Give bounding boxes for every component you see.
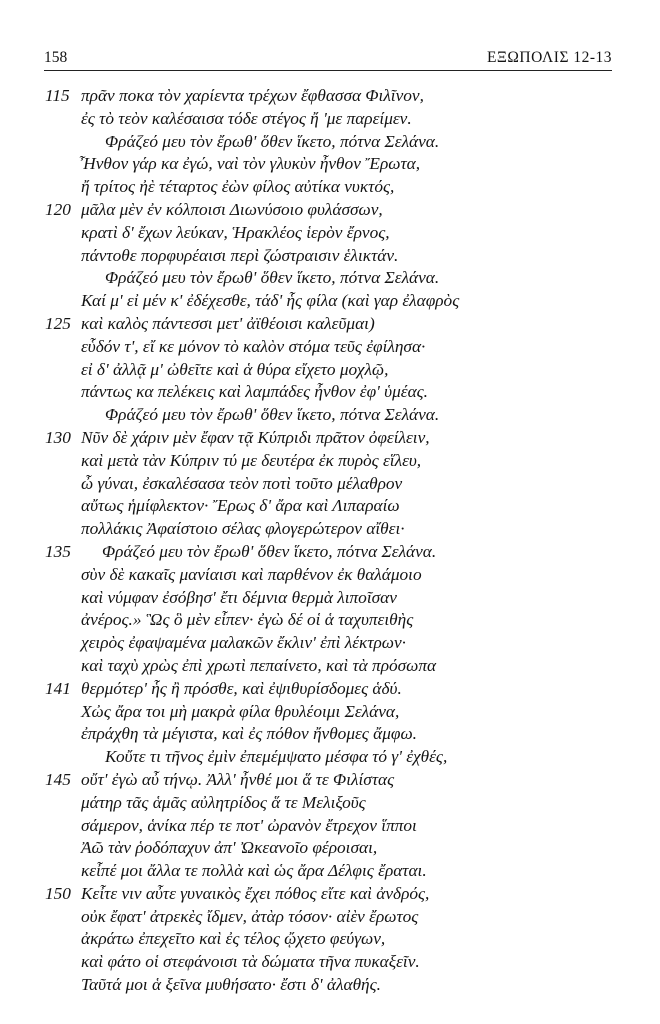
- verse-line: [0, 404, 660, 427]
- verse-line: [0, 381, 660, 404]
- line-number: 125: [45, 313, 71, 333]
- verse-text-line: αὔτως ἡμίφλεκτον· Ἔρως δ' ἄρα καὶ Λιπαραίω: [81, 496, 400, 516]
- verse-text-line: Χὠς ἄρα τοι μὴ μακρὰ φίλα θρυλέοιμι Σελάνα,: [81, 701, 400, 721]
- verse-line: [0, 860, 660, 883]
- verse-line: [0, 974, 660, 997]
- verse-line: [0, 85, 660, 108]
- verse-text-line: πάντοθε πορφυρέαισι περὶ ζώστραισιν ἑλικτάν.: [81, 245, 399, 265]
- verse-line: [0, 473, 660, 496]
- verse-text-line: Κεἶτε νιν αὖτε γυναικὸς ἔχει πόθος εἴτε καὶ ἀνδρός,: [81, 883, 430, 903]
- verse-line: [0, 928, 660, 951]
- verse-line: [0, 632, 660, 655]
- verse-line: [0, 245, 660, 268]
- verse-text-line: Κοὔτε τι τῆνος ἐμὶν ἐπεμέμψατο μέσφα τό γ' ἐχθές,: [105, 747, 448, 767]
- verse-text-line: πολλάκις Ἀφαίστοιο σέλας φλογερώτερον αἴθει·: [81, 519, 405, 539]
- verse-text-line: Ἀῶ τὰν ῥοδόπαχυν ἀπ' Ὠκεανοῖο φέροισαι,: [81, 838, 378, 858]
- verse-line: [0, 951, 660, 974]
- verse-text-line: Φράζεό μευ τὸν ἔρωθ' ὅθεν ἵκετο, πότνα Σελάνα.: [102, 541, 437, 561]
- verse-text-line: Ἦνθον γάρ κα ἐγώ, ναὶ τὸν γλυκὺν ἦνθον Ἔρωτα,: [79, 154, 421, 174]
- verse-text-line: πρᾶν ποκα τὸν χαρίεντα τρέχων ἔφθασσα Φιλῖνον,: [81, 86, 424, 105]
- verse-text-line: μάτηρ τᾶς ἁμᾶς αὐλητρίδος ἅ τε Μελιξοῦς: [81, 792, 366, 812]
- verse-line: [0, 564, 660, 587]
- verse-text-line: σάμερον, ἁνίκα πέρ τε ποτ' ὠρανὸν ἔτρεχον ἵπποι: [81, 815, 417, 835]
- verse-text-line: σὺν δὲ κακαῖς μανίαισι καὶ παρθένον ἐκ θαλάμοιο: [81, 564, 422, 584]
- verse-text: [0, 85, 660, 997]
- verse-line: [0, 769, 660, 792]
- line-number: 150: [45, 883, 71, 903]
- verse-line: [0, 176, 660, 199]
- verse-text-line: ὦ γύναι, ἐσκαλέσασα τεὸν ποτὶ τοῦτο μέλαθρον: [81, 473, 403, 493]
- verse-line: [0, 450, 660, 473]
- verse-line: [0, 290, 660, 313]
- verse-text-line: Καί μ' εἰ μέν κ' ἐδέχεσθε, τάδ' ἧς φίλα (καὶ γαρ ἐλαφρὸς: [81, 291, 460, 311]
- verse-text-line: καὶ καλὸς πάντεσσι μετ' ἀϊθέοισι καλεῦμαι): [81, 313, 375, 333]
- verse-line: [0, 906, 660, 929]
- verse-text-line: χειρὸς ἐφαψαμένα μαλακῶν ἔκλιν' ἐπὶ λέκτρων·: [81, 633, 406, 653]
- verse-text-line: ἀνέρος.» Ὣς ὃ μὲν εἶπεν· ἐγὼ δέ οἱ ἁ ταχυπειθὴς: [81, 610, 414, 630]
- line-number: 141: [45, 678, 71, 698]
- verse-line: [0, 678, 660, 701]
- verse-text-line: ἐπράχθη τὰ μέγιστα, καὶ ἐς πόθον ἤνθομες ἄμφω.: [81, 724, 417, 744]
- verse-line: [0, 518, 660, 541]
- verse-line: [0, 199, 660, 222]
- verse-text-line: οὐκ ἔφατ' ἀτρεκὲς ἴδμεν, ἀτὰρ τόσον· αἰὲν ἔρωτος: [81, 906, 419, 926]
- verse-text-line: καὶ νύμφαν ἐσόβησ' ἔτι δέμνια θερμὰ λιποῖσαν: [81, 587, 397, 607]
- verse-text-line: Νῦν δὲ χάριν μὲν ἔφαν τᾷ Κύπριδι πρᾶτον ὀφείλειν,: [81, 427, 430, 447]
- page-header: [44, 46, 612, 71]
- verse-line: [0, 108, 660, 131]
- verse-line: [0, 792, 660, 815]
- verse-text-line: Φράζεό μευ τὸν ἔρωθ' ὅθεν ἵκετο, πότνα Σελάνα.: [105, 405, 440, 425]
- verse-text-line: ἀκράτω ἐπεχεῖτο καὶ ἐς τέλος ᾤχετο φεύγων,: [81, 929, 386, 949]
- verse-line: [0, 131, 660, 154]
- verse-line: [0, 267, 660, 290]
- line-number: 145: [45, 769, 71, 789]
- verse-line: [0, 723, 660, 746]
- page-number: 158: [44, 49, 68, 66]
- verse-text-line: εἰ δ' ἀλλᾷ μ' ὠθεῖτε καὶ ἁ θύρα εἴχετο μοχλῷ,: [81, 359, 389, 379]
- verse-text-line: καὶ ταχὺ χρὼς ἐπὶ χρωτὶ πεπαίνετο, καὶ τὰ πρόσωπα: [81, 655, 437, 675]
- verse-line: [0, 427, 660, 450]
- running-head: ΕΞΩΠΟΛΙΣ 12-13: [486, 49, 612, 66]
- line-number: 135: [45, 541, 71, 561]
- verse-line: [0, 746, 660, 769]
- verse-text-line: Ταῦτά μοι ἁ ξεῖνα μυθήσατο· ἔστι δ' ἀλαθής.: [81, 975, 381, 995]
- verse-text-line: θερμότερ' ἧς ἢ πρόσθε, καὶ ἐψιθυρίσδομες ἁδύ.: [81, 678, 402, 698]
- line-number: 120: [45, 199, 71, 219]
- verse-line: [0, 541, 660, 564]
- verse-text-line: καὶ μετὰ τὰν Κύπριν τύ με δευτέρα ἐκ πυρὸς εἵλευ,: [81, 450, 422, 470]
- verse-line: [0, 153, 660, 176]
- verse-line: [0, 883, 660, 906]
- verse-text-line: μᾶλα μὲν ἐν κόλποισι Διωνύσοιο φυλάσσων,: [81, 199, 383, 219]
- verse-line: [0, 815, 660, 838]
- verse-text-line: πάντως κα πελέκεις καὶ λαμπάδες ἦνθον ἐφ' ὑμέας.: [81, 382, 428, 402]
- verse-text-line: εὗδόν τ', εἴ κε μόνον τὸ καλὸν στόμα τεῦς ἐφίλησα·: [81, 336, 426, 356]
- verse-text-line: ἤ τρίτος ἠὲ τέταρτος ἐὼν φίλος αὐτίκα νυκτός,: [81, 177, 395, 197]
- verse-line: [0, 837, 660, 860]
- line-number: 130: [45, 427, 71, 447]
- verse-text-line: ἐς τὸ τεὸν καλέσαισα τόδε στέγος ἤ 'με παρείμεν.: [81, 108, 412, 128]
- verse-line: [0, 701, 660, 724]
- verse-line: [0, 495, 660, 518]
- verse-line: [0, 359, 660, 382]
- verse-line: [0, 222, 660, 245]
- verse-text-line: κρατὶ δ' ἔχων λεύκαν, Ἡρακλέος ἱερὸν ἔρνος,: [81, 222, 390, 242]
- verse-text-line: οὔτ' ἐγὼ αὖ τήνῳ. Ἀλλ' ἦνθέ μοι ἅ τε Φιλίστας: [81, 769, 395, 789]
- verse-line: [0, 313, 660, 336]
- verse-line: [0, 609, 660, 632]
- verse-text-line: κεἶπέ μοι ἄλλα τε πολλὰ καὶ ὡς ἄρα Δέλφις ἔραται.: [81, 861, 427, 881]
- line-number: 115: [45, 86, 70, 105]
- verse-line: [0, 336, 660, 359]
- verse-text-line: καὶ φάτο οἱ στεφάνοισι τὰ δώματα τῆνα πυκαξεῖν.: [81, 952, 420, 972]
- verse-text-line: Φράζεό μευ τὸν ἔρωθ' ὅθεν ἵκετο, πότνα Σελάνα.: [105, 131, 440, 151]
- verse-line: [0, 587, 660, 610]
- verse-text-line: Φράζεό μευ τὸν ἔρωθ' ὅθεν ἵκετο, πότνα Σελάνα.: [105, 268, 440, 288]
- verse-line: [0, 655, 660, 678]
